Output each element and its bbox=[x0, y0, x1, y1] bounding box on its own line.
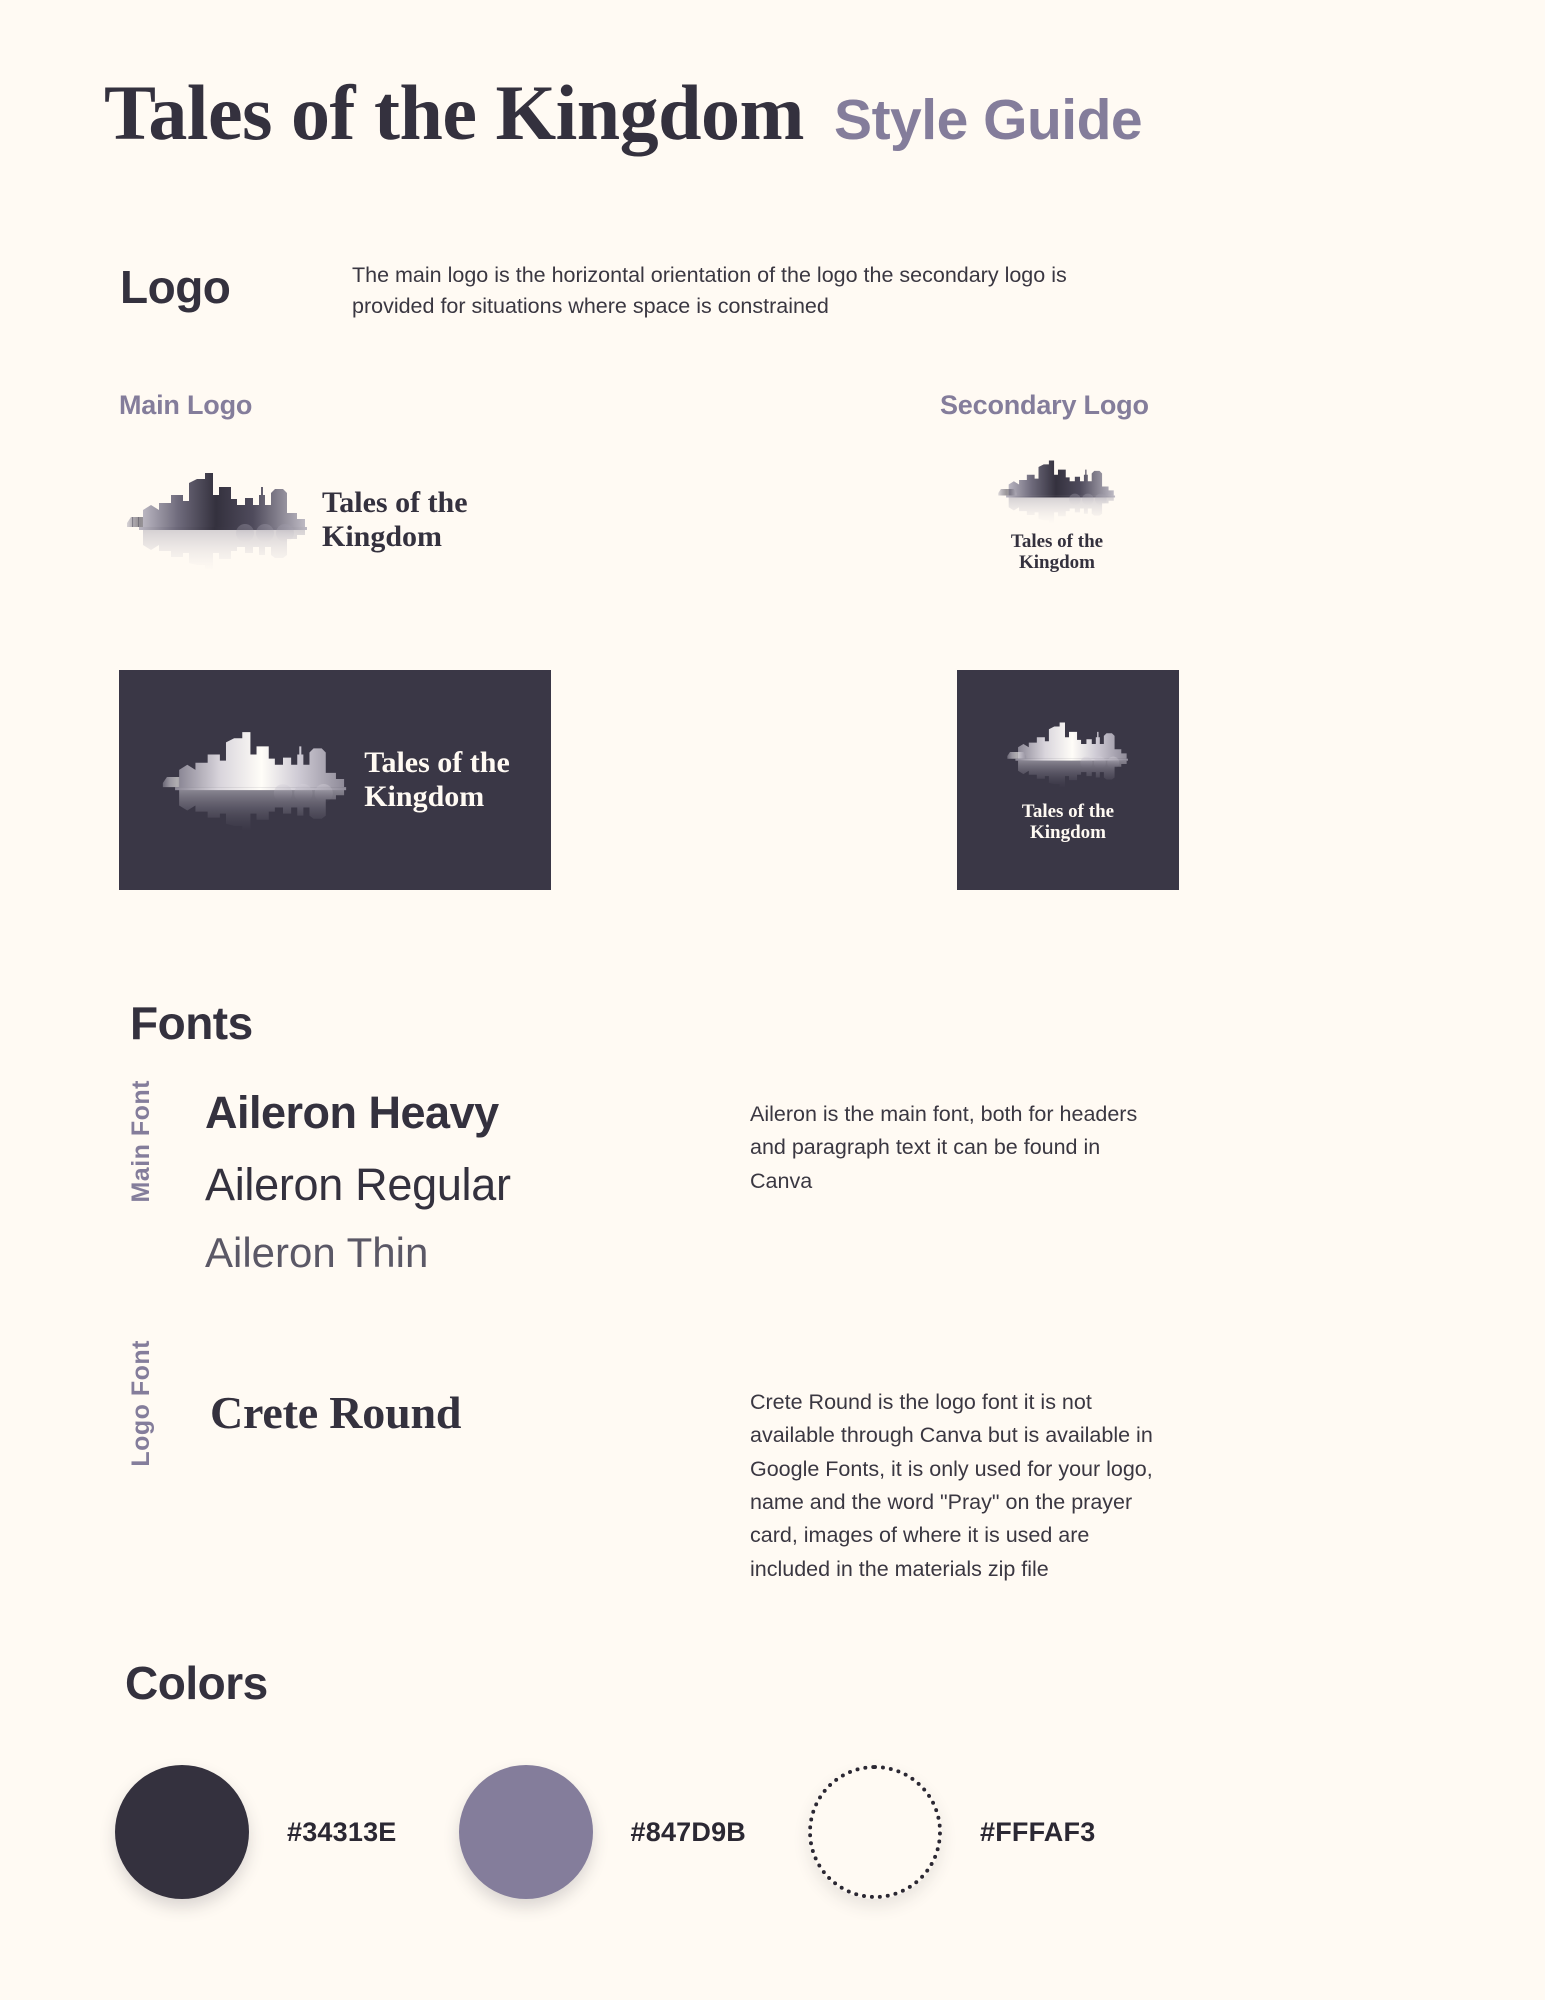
color-swatch-item bbox=[115, 1765, 397, 1899]
font-sample-regular: Aileron Regular bbox=[205, 1159, 511, 1210]
secondary-logo-light bbox=[982, 455, 1132, 605]
font-sample-crete-round: Crete Round bbox=[210, 1387, 462, 1438]
page-title bbox=[104, 69, 1143, 156]
logo-wordmark-line-2: Kingdom bbox=[364, 780, 485, 813]
font-sample-heavy: Aileron Heavy bbox=[205, 1087, 499, 1138]
color-swatch-item bbox=[808, 1765, 1095, 1899]
color-swatch-circle bbox=[459, 1765, 593, 1899]
fonts-section-heading: Fonts bbox=[130, 997, 253, 1049]
skyline-mark-inverted-icon bbox=[160, 724, 350, 836]
color-swatch-hex-label: #847D9B bbox=[630, 1816, 746, 1847]
brand-name: Tales of the Kingdom bbox=[104, 69, 805, 156]
color-swatch-circle bbox=[808, 1765, 942, 1899]
colors-section-heading: Colors bbox=[125, 1657, 268, 1709]
skyline-mark-inverted-icon bbox=[1006, 717, 1130, 791]
font-sample-thin: Aileron Thin bbox=[205, 1229, 429, 1276]
logo-wordmark-line-1: Tales of the bbox=[364, 746, 510, 780]
logo-font-label: Logo Font bbox=[127, 1340, 155, 1467]
logo-wordmark bbox=[322, 486, 468, 553]
document-type: Style Guide bbox=[834, 88, 1143, 152]
secondary-logo-label: Secondary Logo bbox=[940, 390, 1149, 420]
main-logo-dark-card bbox=[119, 670, 551, 890]
logo-font-description: Crete Round is the logo font it is not available through Canva but is available in Google Fonts, it is only used for your logo, name and the word "Pray" on the prayer card, images of where it is used are included in the materials zip file bbox=[750, 1390, 1153, 1581]
color-swatch-hex-label: #34313E bbox=[287, 1816, 397, 1847]
main-logo-label: Main Logo bbox=[119, 390, 253, 420]
secondary-logo-dark-card bbox=[957, 670, 1179, 890]
logo-section-description: The main logo is the horizontal orientation of the logo the secondary logo is provided for situations where space is constrained bbox=[352, 263, 1067, 319]
logo-wordmark-line-2: Kingdom bbox=[1029, 822, 1106, 843]
logo-wordmark bbox=[1011, 531, 1103, 574]
logo-wordmark-line-2: Kingdom bbox=[322, 520, 443, 553]
main-font-description: Aileron is the main font, both for headers and paragraph text it can be found in Canva bbox=[750, 1102, 1138, 1193]
logo-wordmark bbox=[1022, 801, 1114, 844]
logo-wordmark-line-1: Tales of the bbox=[322, 486, 468, 520]
main-logo-light bbox=[125, 460, 525, 580]
skyline-mark-icon bbox=[125, 465, 310, 575]
logo-wordmark-line-1: Tales of the bbox=[1010, 531, 1104, 552]
logo-wordmark bbox=[364, 746, 510, 813]
logo-wordmark-line-1: Tales of the bbox=[1021, 800, 1115, 822]
color-swatch-row bbox=[115, 1765, 1435, 1899]
color-swatch-circle bbox=[115, 1765, 249, 1899]
logo-section-heading: Logo bbox=[120, 261, 231, 313]
main-font-label: Main Font bbox=[127, 1080, 155, 1203]
skyline-mark-icon bbox=[997, 455, 1117, 527]
logo-wordmark-line-2: Kingdom bbox=[1018, 552, 1095, 574]
color-swatch-hex-label: #FFFAF3 bbox=[980, 1816, 1096, 1847]
color-swatch-item bbox=[459, 1765, 746, 1899]
